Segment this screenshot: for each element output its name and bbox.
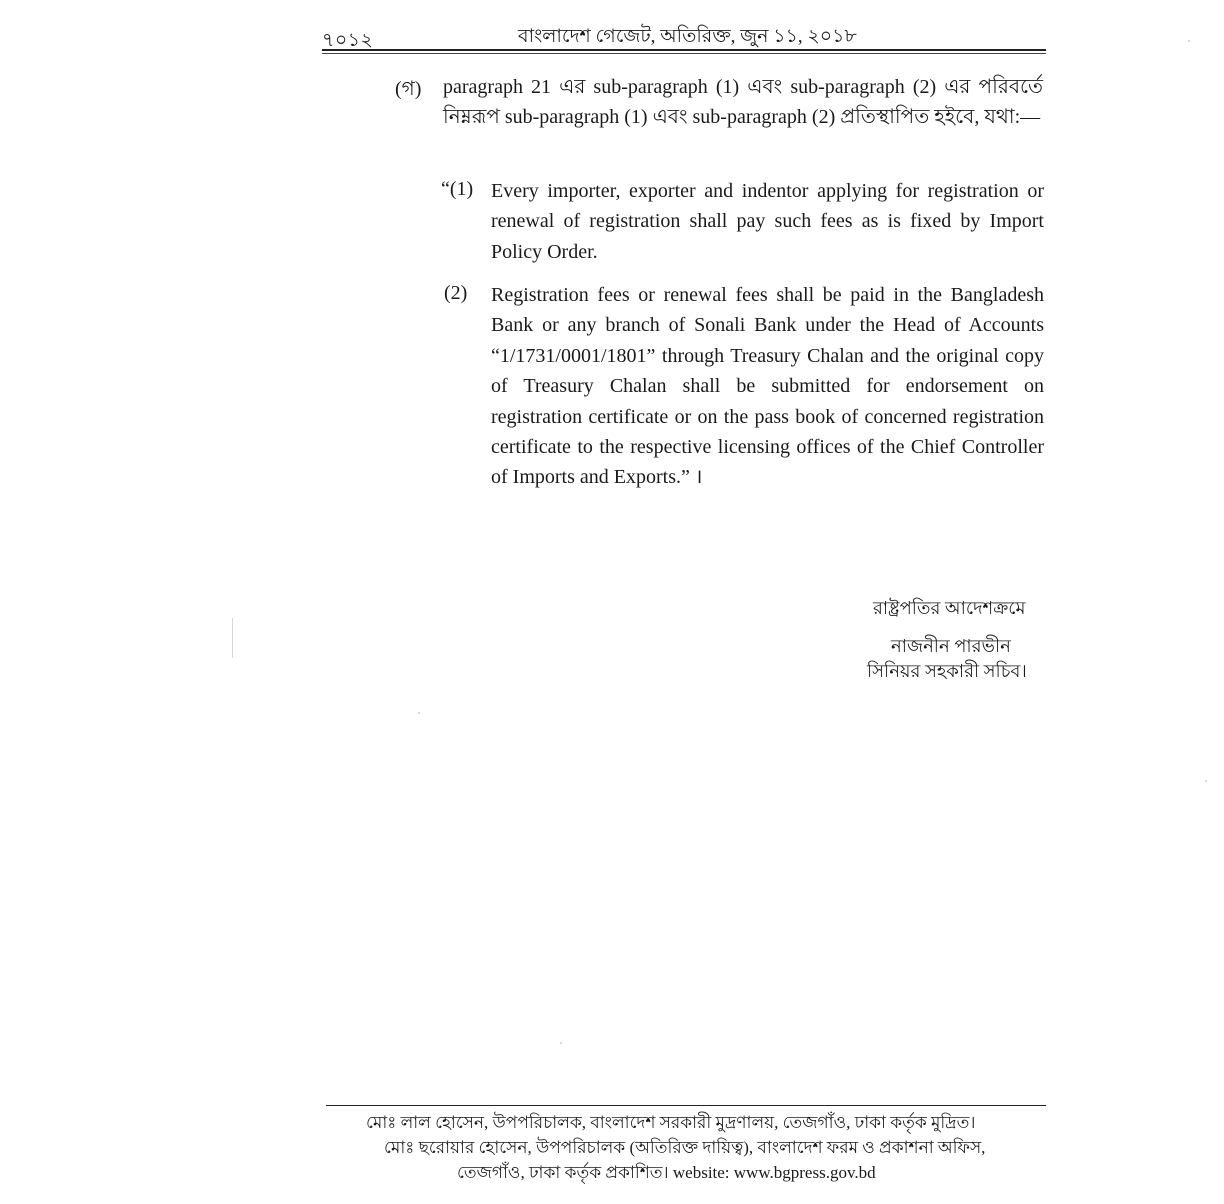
footer-website-line: তেজগাঁও, ঢাকা কর্তৃক প্রকাশিত। website: www.bgpress.gov.bd xyxy=(457,1163,876,1182)
footer-printer-line: মোঃ লাল হোসেন, উপপরিচালক, বাংলাদেশ সরকারী মুদ্রণালয়, তেজগাঁও, ঢাকা কর্তৃক মুদ্রিত। xyxy=(366,1113,976,1132)
scan-mark xyxy=(232,618,233,658)
sub-paragraph-2-text: Registration fees or renewal fees shall be paid in the Bangladesh Bank or any branch of Sonali Bank under the Head of Accounts “1/1731/0001/1801” through Treasury Chalan and the original copy of Treasury Chalan shall be submitted for endorsement on registration certificate or on the pass book of concerned registration certificate to the respective licensing offices of the Chief Controller of Imports and Exports.” । xyxy=(491,284,1044,489)
header-rule xyxy=(322,49,1046,51)
scan-speck xyxy=(560,1042,562,1044)
signature-order-line: রাষ্ট্রপতির আদেশক্রমে xyxy=(873,598,1026,618)
page-header xyxy=(322,20,1046,50)
scan-speck xyxy=(418,712,420,714)
scan-speck xyxy=(1188,40,1190,42)
footer-publisher-line: মোঃ ছরোয়ার হোসেন, উপপরিচালক (অতিরিক্ত দায়িত্ব), বাংলাদেশ ফরম ও প্রকাশনা অফিস, xyxy=(384,1138,986,1157)
sub-paragraph-2-number: (2) xyxy=(444,282,468,304)
footer-rule xyxy=(326,1105,1046,1106)
header-rule-thin xyxy=(322,53,1046,54)
signature-name: নাজনীন পারভীন xyxy=(891,636,1011,656)
signature-designation: সিনিয়র সহকারী সচিব। xyxy=(867,661,1027,681)
clause-label: (গ) xyxy=(395,78,422,100)
scan-speck xyxy=(1205,780,1207,782)
clause-text: paragraph 21 এর sub-paragraph (1) এবং sub-paragraph (2) এর পরিবর্তে নিম্নরূপ sub-paragraph (1) এবং sub-paragraph (2) প্রতিস্থাপিত হইবে, যথা:— xyxy=(443,76,1043,128)
sub-paragraph-1-text: Every importer, exporter and indentor applying for registration or renewal of registration shall pay such fees as is fixed by Import Policy Order. xyxy=(491,180,1044,263)
page-number: ৭০১২ xyxy=(322,30,374,51)
sub-paragraph-1-number: “(1) xyxy=(441,178,474,200)
running-head: বাংলাদেশ গেজেট, অতিরিক্ত, জুন ১১, ২০১৮ xyxy=(518,26,857,47)
